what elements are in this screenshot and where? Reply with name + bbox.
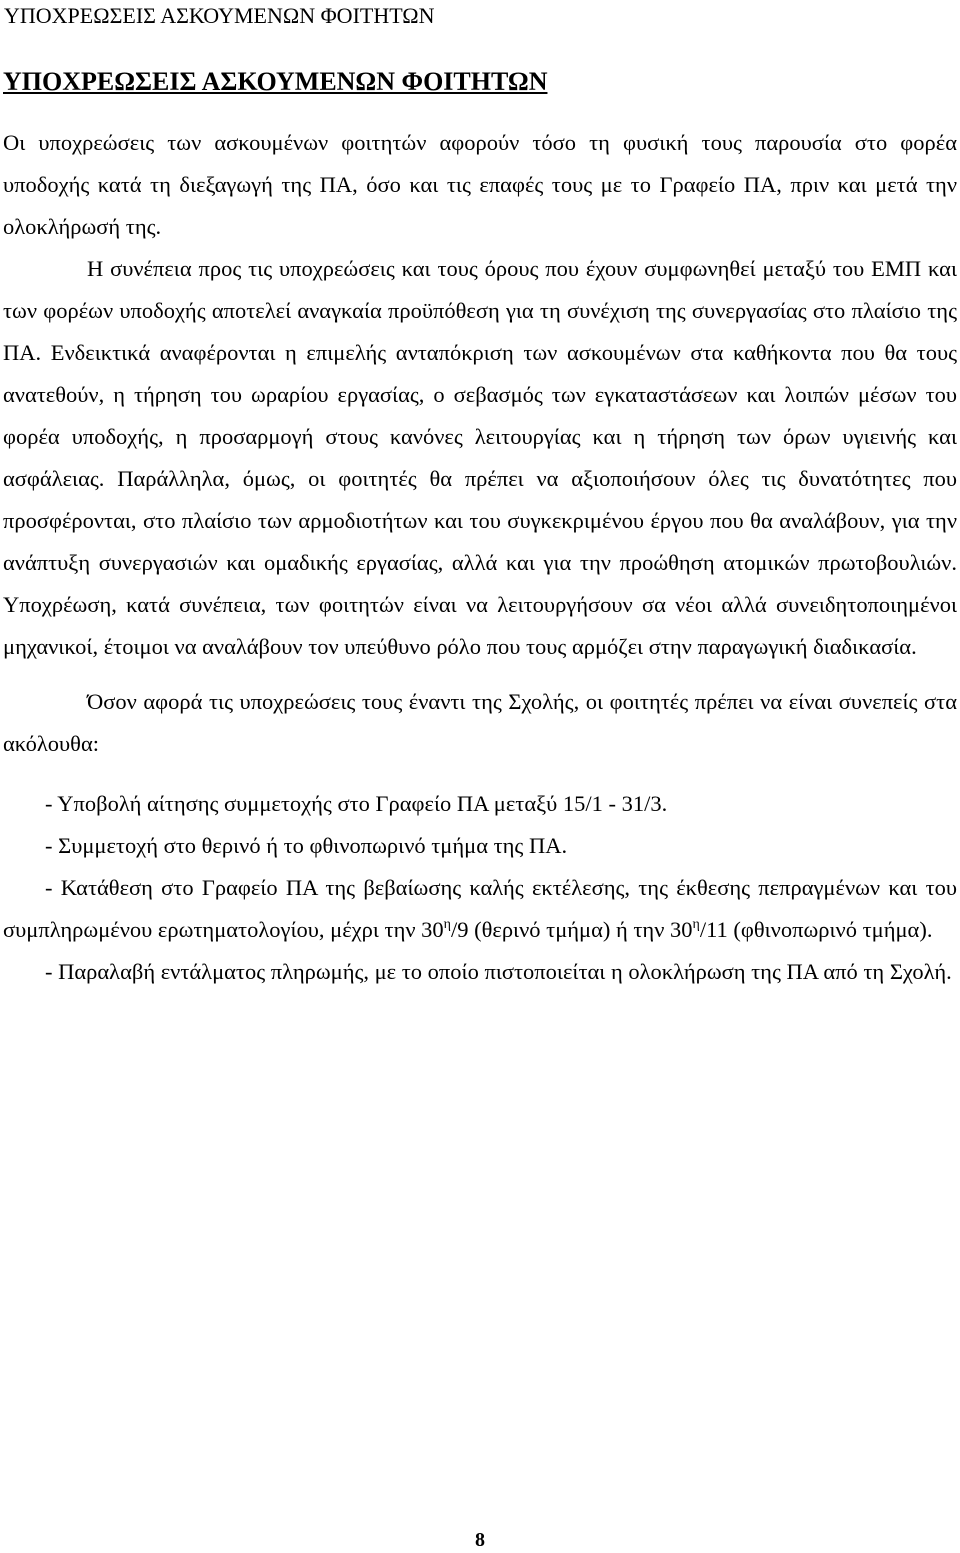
list-dash: - — [45, 791, 53, 816]
list-item-text: /11 (φθινοπωρινό τμήμα). — [699, 917, 933, 942]
list-item-text: Συμμετοχή στο θερινό ή το φθινοπωρινό τμήμα της ΠΑ. — [58, 833, 568, 858]
list-item-text: Κατάθεση στο Γραφείο ΠΑ της βεβαίωσης καλής εκτέλεσης, της έκθεσης πεπραγμένων και του συμπληρωμένου ερωτηματολογίου, μέχρι την 30 — [3, 875, 958, 942]
superscript-eta: η — [692, 917, 700, 932]
list-item — [3, 825, 957, 867]
paragraph-2: Η συνέπεια προς τις υποχρεώσεις και τους όρους που έχουν συμφωνηθεί μεταξύ του ΕΜΠ και των φορέων υποδοχής αποτελεί αναγκαία προϋπόθεση για τη συνέχιση της συνεργασίας στο πλαίσιο της ΠΑ. Ενδεικτικά αναφέρονται η επιμελής ανταπόκριση των ασκουμένων στα καθήκοντα που θα τους ανατεθούν, η τήρηση του ωραρίου εργασίας, ο σεβασμός των εγκαταστάσεων και λοιπών μέσων του φορέα υποδοχής, η προσαρμογή στους κανόνες λειτουργίας και η τήρηση των όρων υγιεινής και ασφάλειας. Παράλληλα, όμως, οι φοιτητές θα πρέπει να αξιοποιήσουν όλες τις δυνατότητες που προσφέρονται, στο πλαίσιο των αρμοδιοτήτων και του συγκεκριμένου έργου που θα αναλάβουν, για την ανάπτυξη συνεργασιών και ομαδικής εργασίας, αλλά και για την προώθηση ατομικών πρωτοβουλιών. Υποχρέωση, κατά συνέπεια, των φοιτητών είναι να λειτουργήσουν σα νέοι αλλά συνειδητοποιημένοι μηχανικοί, έτοιμοι να αναλάβουν τον υπεύθυνο ρόλο που τους αρμόζει στην παραγωγική διαδικασία. — [3, 256, 957, 659]
document-title: ΥΠΟΧΡΕΩΣΕΙΣ ΑΣΚΟΥΜΕΝΩΝ ΦΟΙΤΗΤΩΝ — [3, 67, 548, 96]
list-item-text: Παραλαβή εντάλματος πληρωμής, με το οποίο πιστοποιείται η ολοκλήρωση της ΠΑ από τη Σχολή. — [58, 959, 952, 984]
document-body — [3, 62, 957, 993]
list-dash: - — [45, 875, 53, 900]
list-dash: - — [45, 833, 53, 858]
list-item — [3, 867, 957, 951]
superscript-eta: η — [443, 917, 451, 932]
paragraph-3: Όσον αφορά τις υποχρεώσεις τους έναντι της Σχολής, οι φοιτητές πρέπει να είναι συνεπείς στα ακόλουθα: — [3, 689, 957, 756]
list-item — [3, 951, 957, 993]
page-number: 8 — [475, 1529, 485, 1551]
list-item-text: Υποβολή αίτησης συμμετοχής στο Γραφείο ΠΑ μεταξύ 15/1 - 31/3. — [57, 791, 668, 816]
list-item — [3, 783, 957, 825]
obligations-list — [3, 783, 957, 993]
list-item-text: /9 (θερινό τμήμα) ή την 30 — [450, 917, 693, 942]
list-dash: - — [45, 959, 53, 984]
paragraph-1: Οι υποχρεώσεις των ασκουμένων φοιτητών αφορούν τόσο τη φυσική τους παρουσία στο φορέα υποδοχής κατά τη διεξαγωγή της ΠΑ, όσο και τις επαφές τους με το Γραφείο ΠΑ, πριν και μετά την ολοκλήρωσή της. — [3, 130, 957, 239]
running-header: ΥΠΟΧΡΕΩΣΕΙΣ ΑΣΚΟΥΜΕΝΩΝ ΦΟΙΤΗΤΩΝ — [4, 3, 435, 28]
